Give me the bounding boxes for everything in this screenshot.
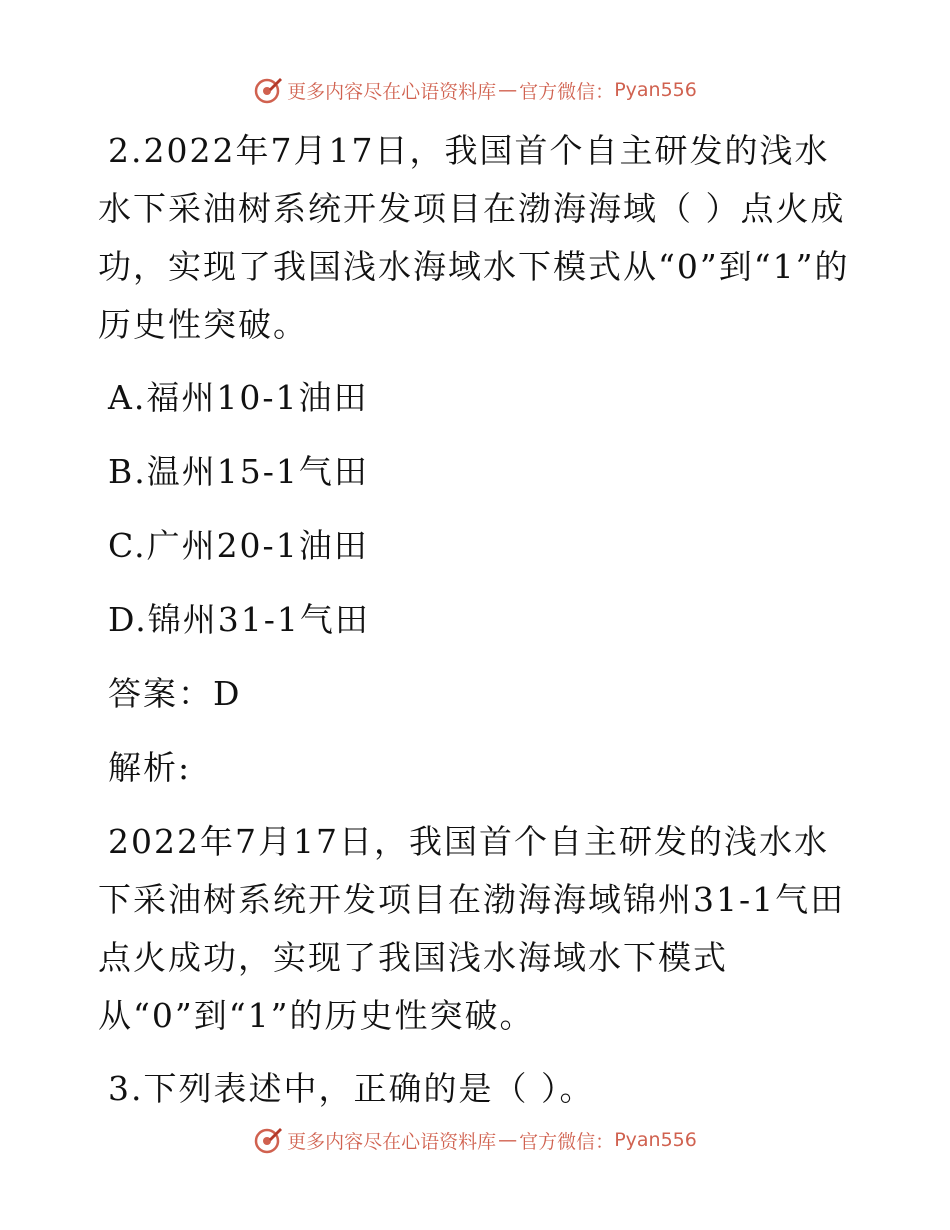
option-d: D.锦州31-1气田 [108, 600, 370, 639]
option-c: C.广州20-1油田 [108, 526, 369, 565]
pen-circle-logo-icon [253, 75, 283, 105]
header-watermark [0, 70, 950, 110]
question-3-text: 3.下列表述中，正确的是（ ）。 [108, 1069, 595, 1108]
watermark-dash: — [498, 1129, 518, 1151]
watermark-wechat-id: Pyan556 [614, 79, 697, 101]
watermark-wechat-label: 官方微信： [519, 80, 615, 103]
watermark-site-text: 更多内容尽在心语资料库 [287, 80, 497, 103]
answer: 答案：D [108, 674, 242, 713]
option-b: B.温州15-1气田 [108, 452, 369, 491]
analysis-text: 2022年7月17日，我国首个自主研发的浅水水下采油树系统开发项目在渤海海域锦州31-1气田点火成功，实现了我国浅水海域水下模式 [98, 822, 846, 977]
watermark-wechat-id: Pyan556 [614, 1129, 697, 1151]
watermark-wechat-label: 官方微信： [519, 1130, 615, 1153]
option-a: A.福州10-1油田 [108, 378, 369, 417]
analysis-text-end: 从“0”到“1”的历史性突破。 [98, 996, 535, 1035]
watermark-dash: — [498, 79, 518, 101]
document-body [98, 122, 858, 1118]
question-2-text: 2.2022年7月17日，我国首个自主研发的浅水水下采油树系统开发项目在渤海海域（ ）点火成功，实现了我国浅水海域水下模式从“0”到“1”的历史性突破。 [98, 131, 850, 344]
pen-circle-logo-icon [253, 1125, 283, 1155]
footer-watermark [0, 1120, 950, 1160]
watermark-site-text: 更多内容尽在心语资料库 [287, 1130, 497, 1153]
analysis-label: 解析: [108, 748, 192, 787]
